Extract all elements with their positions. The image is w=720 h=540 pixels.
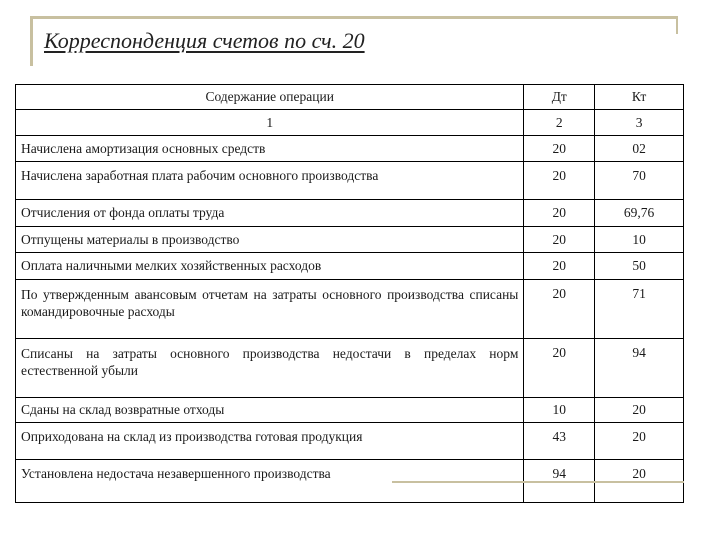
credit-cell: 20 (595, 460, 684, 503)
operation-cell: Начислена амортизация основных средств (16, 136, 524, 162)
credit-cell: 69,76 (595, 200, 684, 227)
credit-cell: 02 (595, 136, 684, 162)
table-row (16, 253, 684, 280)
header-operation: Содержание операции (16, 85, 524, 110)
debit-cell: 20 (524, 227, 595, 253)
credit-cell: 70 (595, 162, 684, 200)
operation-cell: Отчисления от фонда оплаты труда (16, 200, 524, 227)
header-credit: Кт (595, 85, 684, 110)
credit-cell: 10 (595, 227, 684, 253)
table-row (16, 200, 684, 227)
debit-cell: 20 (524, 200, 595, 227)
numbering-debit: 2 (524, 110, 595, 136)
decorative-bottom-line (392, 481, 684, 483)
debit-cell: 10 (524, 398, 595, 423)
operation-cell: Установлена недостача незавершенного производства (16, 460, 524, 503)
table-row (16, 339, 684, 398)
table-numbering-row (16, 110, 684, 136)
decorative-left-line (30, 16, 33, 66)
operation-cell: Оплата наличными мелких хозяйственных расходов (16, 253, 524, 280)
operation-cell: Оприходована на склад из производства готовая продукция (16, 423, 524, 460)
numbering-credit: 3 (595, 110, 684, 136)
debit-cell: 20 (524, 280, 595, 339)
operation-cell: Списаны на затраты основного производства недостачи в пределах норм естественной убыли (16, 339, 524, 398)
credit-cell: 20 (595, 423, 684, 460)
table-row (16, 423, 684, 460)
operation-cell: Начислена заработная плата рабочим основного производства (16, 162, 524, 200)
debit-cell: 20 (524, 136, 595, 162)
page-title: Корреспонденция счетов по сч. 20 (44, 28, 365, 53)
debit-cell: 20 (524, 253, 595, 280)
decorative-right-line (676, 16, 678, 34)
credit-cell: 20 (595, 398, 684, 423)
debit-cell: 20 (524, 162, 595, 200)
header-debit: Дт (524, 85, 595, 110)
decorative-top-line (30, 16, 678, 19)
table-row (16, 280, 684, 339)
table-row (16, 162, 684, 200)
table-row (16, 398, 684, 423)
operation-cell: Отпущены материалы в производство (16, 227, 524, 253)
operation-cell: По утвержденным авансовым отчетам на затраты основного производства списаны командировочные расходы (16, 280, 524, 339)
numbering-operation: 1 (16, 110, 524, 136)
debit-cell: 20 (524, 339, 595, 398)
credit-cell: 71 (595, 280, 684, 339)
debit-cell: 43 (524, 423, 595, 460)
operation-cell: Сданы на склад возвратные отходы (16, 398, 524, 423)
table-row (16, 136, 684, 162)
debit-cell: 94 (524, 460, 595, 503)
accounts-correspondence-table (15, 84, 684, 503)
table-row (16, 227, 684, 253)
table-header-row (16, 85, 684, 110)
credit-cell: 94 (595, 339, 684, 398)
credit-cell: 50 (595, 253, 684, 280)
